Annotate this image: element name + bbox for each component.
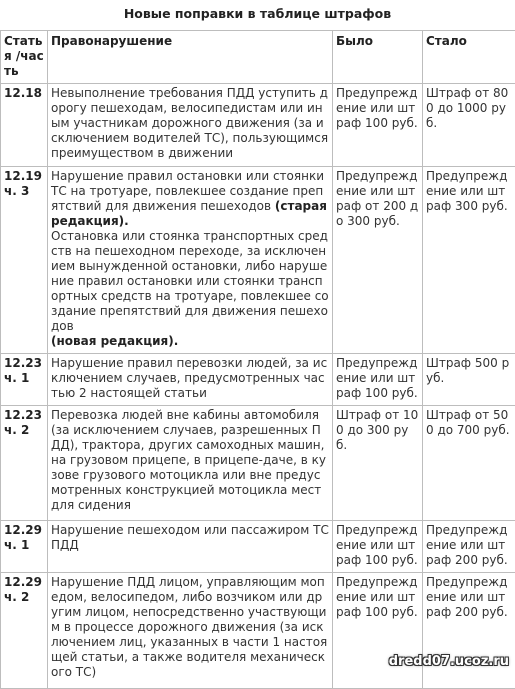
article-cell [1,167,48,354]
was-cell: Предупреждение или штраф 100 руб. [333,521,423,573]
header-became: Стало [423,31,515,84]
offense-cell [48,167,333,354]
table-row [1,521,515,573]
article-part: ч. 1 [4,538,29,552]
became-cell: Предупреждение или штраф 200 руб. [423,573,515,689]
article-part: ч. 2 [4,423,29,437]
offense-cell: Невыполнение требования ПДД уступить дорогу пешеходам, велосипедистам или иным участникам дорожного движения (за исключением водителей ТС), пользующимся преимуществом в движении [48,84,333,167]
article-cell [1,573,48,689]
article-part: ч. 1 [4,371,29,385]
became-cell: Штраф 500 руб. [423,354,515,406]
old-edition-tag: (старая редакция). [51,199,327,228]
table-row [1,354,515,406]
article-cell [1,521,48,573]
article-number: 12.23 [4,356,42,370]
article-part: ч. 2 [4,590,29,604]
article-cell [1,84,48,167]
offense-cell: Нарушение пешеходом или пассажиром ТС ПДД [48,521,333,573]
article-number: 12.18 [4,86,42,100]
was-cell: Предупреждение или штраф 100 руб. [333,573,423,689]
table-row [1,573,515,689]
article-part: ч. 3 [4,184,29,198]
table-row [1,167,515,354]
article-number: 12.29 [4,575,42,589]
article-number: 12.19 [4,169,42,183]
header-article: Статья /часть [1,31,48,84]
table-header-row [1,31,515,84]
was-cell: Предупреждение или штраф 100 руб. [333,84,423,167]
fines-table [0,30,515,689]
offense-cell: Перевозка людей вне кабины автомобиля (за исключением случаев, разрешенных ПДД), трактора, других самоходных машин, на грузовом прицепе, в прицепе-даче, в кузове грузового мотоцикла или вне предусмотренных конструкцией мотоцикла мест для сидения [48,406,333,521]
was-cell: Предупреждение или штраф 100 руб. [333,354,423,406]
article-cell [1,406,48,521]
header-was: Было [333,31,423,84]
became-cell: Штраф от 800 до 1000 руб. [423,84,515,167]
article-number: 12.23 [4,408,42,422]
was-cell: Предупреждение или штраф от 200 до 300 руб. [333,167,423,354]
article-number: 12.29 [4,523,42,537]
became-cell: Предупреждение или штраф 300 руб. [423,167,515,354]
became-cell: Предупреждение или штраф 200 руб. [423,521,515,573]
offense-old-text: Нарушение правил остановки или стоянки ТС на тротуаре, повлекшее создание препятствий для движения пешеходов [51,169,324,213]
offense-new-text: Остановка или стоянка транспортных средств на пешеходном переходе, за исключением вынужденной остановки, либо нарушение правил остановки или стоянки транспортных средств на тротуаре, повлекшее создание препятствий для движения пешеходов [51,229,329,333]
table-row [1,84,515,167]
new-edition-tag: (новая редакция). [51,334,178,348]
was-cell: Штраф от 100 до 300 руб. [333,406,423,521]
offense-cell: Нарушение ПДД лицом, управляющим мопедом, велосипедом, либо возчиком или другим лицом, непосредственно участвующим в процессе дорожного движения (за исключением лиц, указанных в части 1 настоящей статьи, а также водителя механического ТС) [48,573,333,689]
watermark: dredd07.ucoz.ru [389,654,509,669]
page-title: Новые поправки в таблице штрафов [0,6,515,21]
table-row [1,406,515,521]
header-offense: Правонарушение [48,31,333,84]
article-cell [1,354,48,406]
offense-cell: Нарушение правил перевозки людей, за исключением случаев, предусмотренных частью 2 настоящей статьи [48,354,333,406]
became-cell: Штраф от 500 до 700 руб. [423,406,515,521]
